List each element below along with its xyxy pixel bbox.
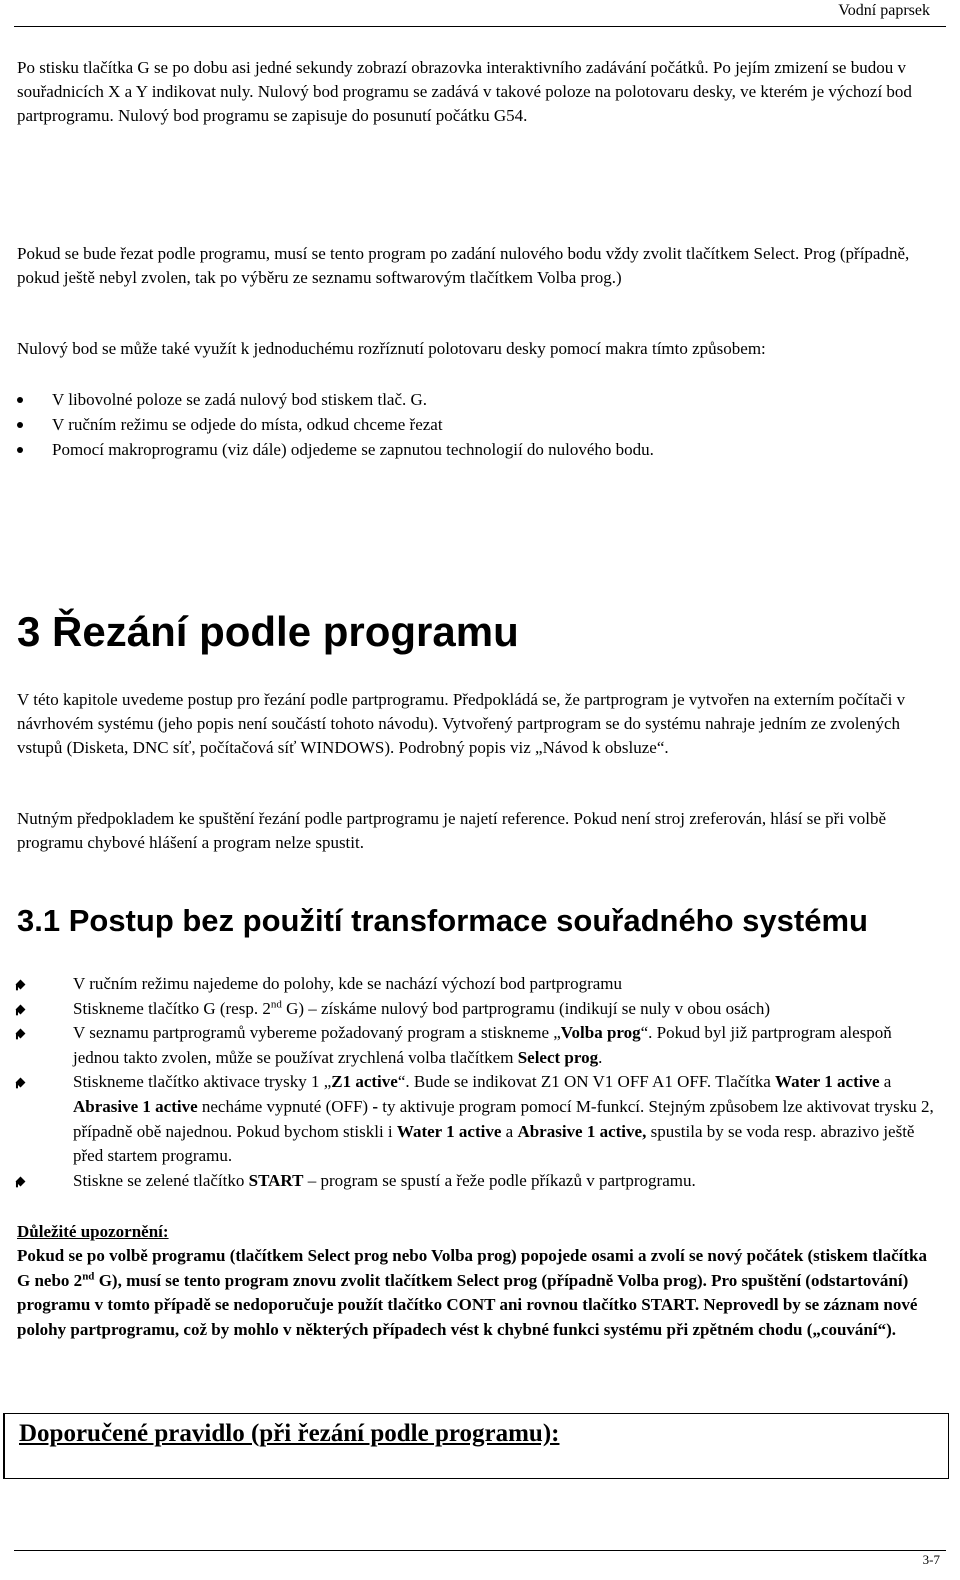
diamond-bullet-icon [16,1004,26,1014]
diamond-bullet-icon [16,980,26,990]
intro-paragraph-3: Nulový bod se může také využít k jednoduchému rozříznutí polotovaru desky pomocí makra tímto způsobem: [17,339,766,358]
bullet-icon [17,397,23,403]
diamond-bullet-icon [16,1029,26,1039]
section-heading: 3.1 Postup bez použití transformace souřadného systému [17,903,868,938]
step-item: Stiskneme tlačítko aktivace trysky 1 „Z1 active“. Bude se indikovat Z1 ON V1 OFF A1 OFF. Tlačítka Water 1 active a Abrasive 1 active necháme vypnuté (OFF) - ty aktivuje program pomocí M-funkcí. Stejným způsobem lze aktivovat trysku 2, případně obě najednou. Pokud bychom stiskli i Water 1 active a Abrasive 1 active, spustila by se voda resp. abrazivo ještě před startem programu. [17,1070,937,1168]
recommendation-title: Doporučené pravidlo (při řezání podle programu): [19,1420,560,1447]
note-body: Pokud se po volbě programu (tlačítkem Select prog nebo Volba prog) popojede osami a zvolí se nový počátek (stiskem tlačítka G nebo 2nd G), musí se tento program znovu zvolit tlačítkem Select prog (případně Volba prog). Pro spuštění (odstartování) programu v tomto případě se nedoporučuje použít tlačítko CONT ani rovnou tlačítko START. Neprovedl by se záznam nové polohy partprogramu, což by mohlo v některých případech vést k chybné funkci systému při zpětném chodu („couvání“). [17,1246,927,1339]
running-header: Vodní paprsek [838,2,930,19]
important-note [17,1220,937,1342]
step-item: V ručním režimu najedeme do polohy, kde se nachází výchozí bod partprogramu [17,972,937,997]
intro-paragraph-1: Po stisku tlačítka G se po dobu asi jedné sekundy zobrazí obrazovka interaktivního zadávání počátků. Po jejím zmizení se budou v souřadnicích X a Y indikovat nuly. Nulový bod programu se zadává v takové poloze na polotovaru desky, ve kterém je výchozí bod partprogramu. Nulový bod programu se zapisuje do posunutí počátku G54. [17,58,912,125]
step-item: V seznamu partprogramů vybereme požadovaný program a stiskneme „Volba prog“. Pokud byl již partprogram alespoň jednou takto zvolen, může se používat zrychlená volba tlačítkem Select prog. [17,1021,937,1070]
bullet-icon [17,447,23,453]
page-number: 3-7 [922,1552,940,1567]
step-item: Stiskne se zelené tlačítko START – program se spustí a řeže podle příkazů v partprogramu. [17,1169,937,1194]
diamond-bullet-icon [16,1176,26,1186]
chapter-paragraph-2: Nutným předpokladem ke spuštění řezání podle partprogramu je najetí reference. Pokud není stroj zreferován, hlásí se při volbě programu chybové hlášení a program nelze spustit. [17,809,887,852]
footer-rule [14,1550,946,1551]
list-item: Pomocí makroprogramu (viz dále) odjedeme se zapnutou technologií do nulového bodu. [17,437,937,462]
bullet-icon [17,422,23,428]
procedure-steps [17,972,937,1193]
chapter-paragraph-1: V této kapitole uvedeme postup pro řezání podle partprogramu. Předpokládá se, že partprogram je vytvořen na externím počítači v návrhovém systému (jeho popis není součástí tohoto návodu). Vytvořený partprogram se do systému nahraje jedním ze zvolených vstupů (Disketa, DNC síť, počítačová síť WINDOWS). Podrobný popis viz „Návod k obsluze“. [17,690,906,757]
intro-paragraph-2: Pokud se bude řezat podle programu, musí se tento program po zadání nulového bodu vždy zvolit tlačítkem Select. Prog (případně, pokud ještě nebyl zvolen, tak po výběru ze seznamu softwarovým tlačítkem Volba prog.) [17,244,910,287]
note-title: Důležité upozornění: [17,1222,169,1241]
macro-bullet-list [17,387,937,462]
chapter-heading: 3 Řezání podle programu [17,608,519,655]
diamond-bullet-icon [16,1078,26,1088]
list-item: V ručním režimu se odjede do místa, odkud chceme řezat [17,412,937,437]
list-item: V libovolné poloze se zadá nulový bod stiskem tlač. G. [17,387,937,412]
recommendation-box [3,1413,949,1479]
header-rule [14,26,946,27]
step-item: Stiskneme tlačítko G (resp. 2nd G) – získáme nulový bod partprogramu (indikují se nuly v obou osách) [17,997,937,1022]
